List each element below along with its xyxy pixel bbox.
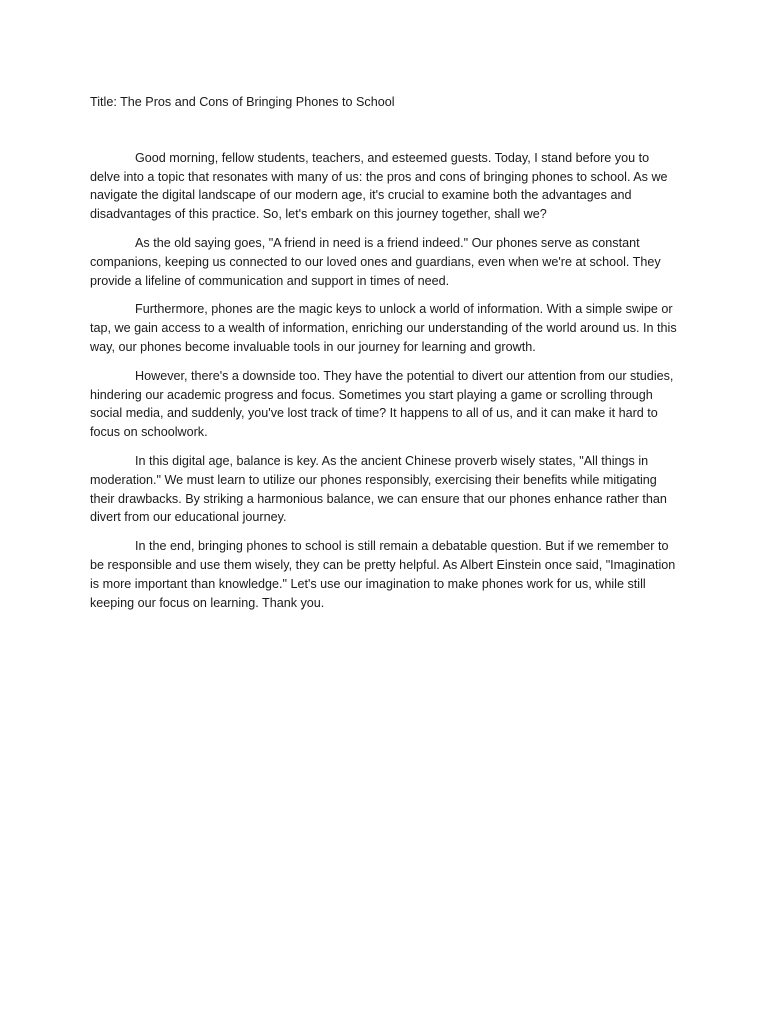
document-title: Title: The Pros and Cons of Bringing Phones to School bbox=[90, 95, 395, 109]
paragraph-information: Furthermore, phones are the magic keys to unlock a world of information. With a simple swipe or tap, we gain access to a wealth of information, enriching our understanding of the world around us. In this way, our phones become invaluable tools in our journey for learning and growth. bbox=[90, 302, 677, 354]
paragraph-connection: As the old saying goes, "A friend in need is a friend indeed." Our phones serve as constant companions, keeping us connected to our loved ones and guardians, even when we're at school. They provide a lifeline of communication and support in times of need. bbox=[90, 235, 661, 288]
paragraph-conclusion: In the end, bringing phones to school is still remain a debatable question. But if we remember to be responsible and use them wisely, they can be pretty helpful. As Albert Einstein once said, "Imagination is more important than knowledge." Let's use our imagination to make phones work for us, while still keeping our focus on learning. Thank you. bbox=[90, 539, 676, 610]
paragraph-balance: In this digital age, balance is key. As the ancient Chinese proverb wisely states, "All things in moderation." We must learn to utilize our phones responsibly, exercising their benefits while mitigating their drawbacks. By striking a harmonious balance, we can ensure that our phones enhance rather than divert from our educational journey. bbox=[90, 453, 667, 525]
document-body bbox=[90, 93, 680, 622]
paragraph-intro: Good morning, fellow students, teachers, and esteemed guests. Today, I stand before you to delve into a topic that resonates with many of us: the pros and cons of bringing phones to school. As we navigate the digital landscape of our modern age, it's crucial to examine both the advantages and disadvantages of this practice. So, let's embark on this journey together, shall we? bbox=[90, 150, 668, 222]
paragraph-downside: However, there's a downside too. They have the potential to divert our attention from our studies, hindering our academic progress and focus. Sometimes you start playing a game or scrolling through social media, and suddenly, you've lost track of time? It happens to all of us, and it can make it hard to focus on schoolwork. bbox=[90, 368, 674, 440]
